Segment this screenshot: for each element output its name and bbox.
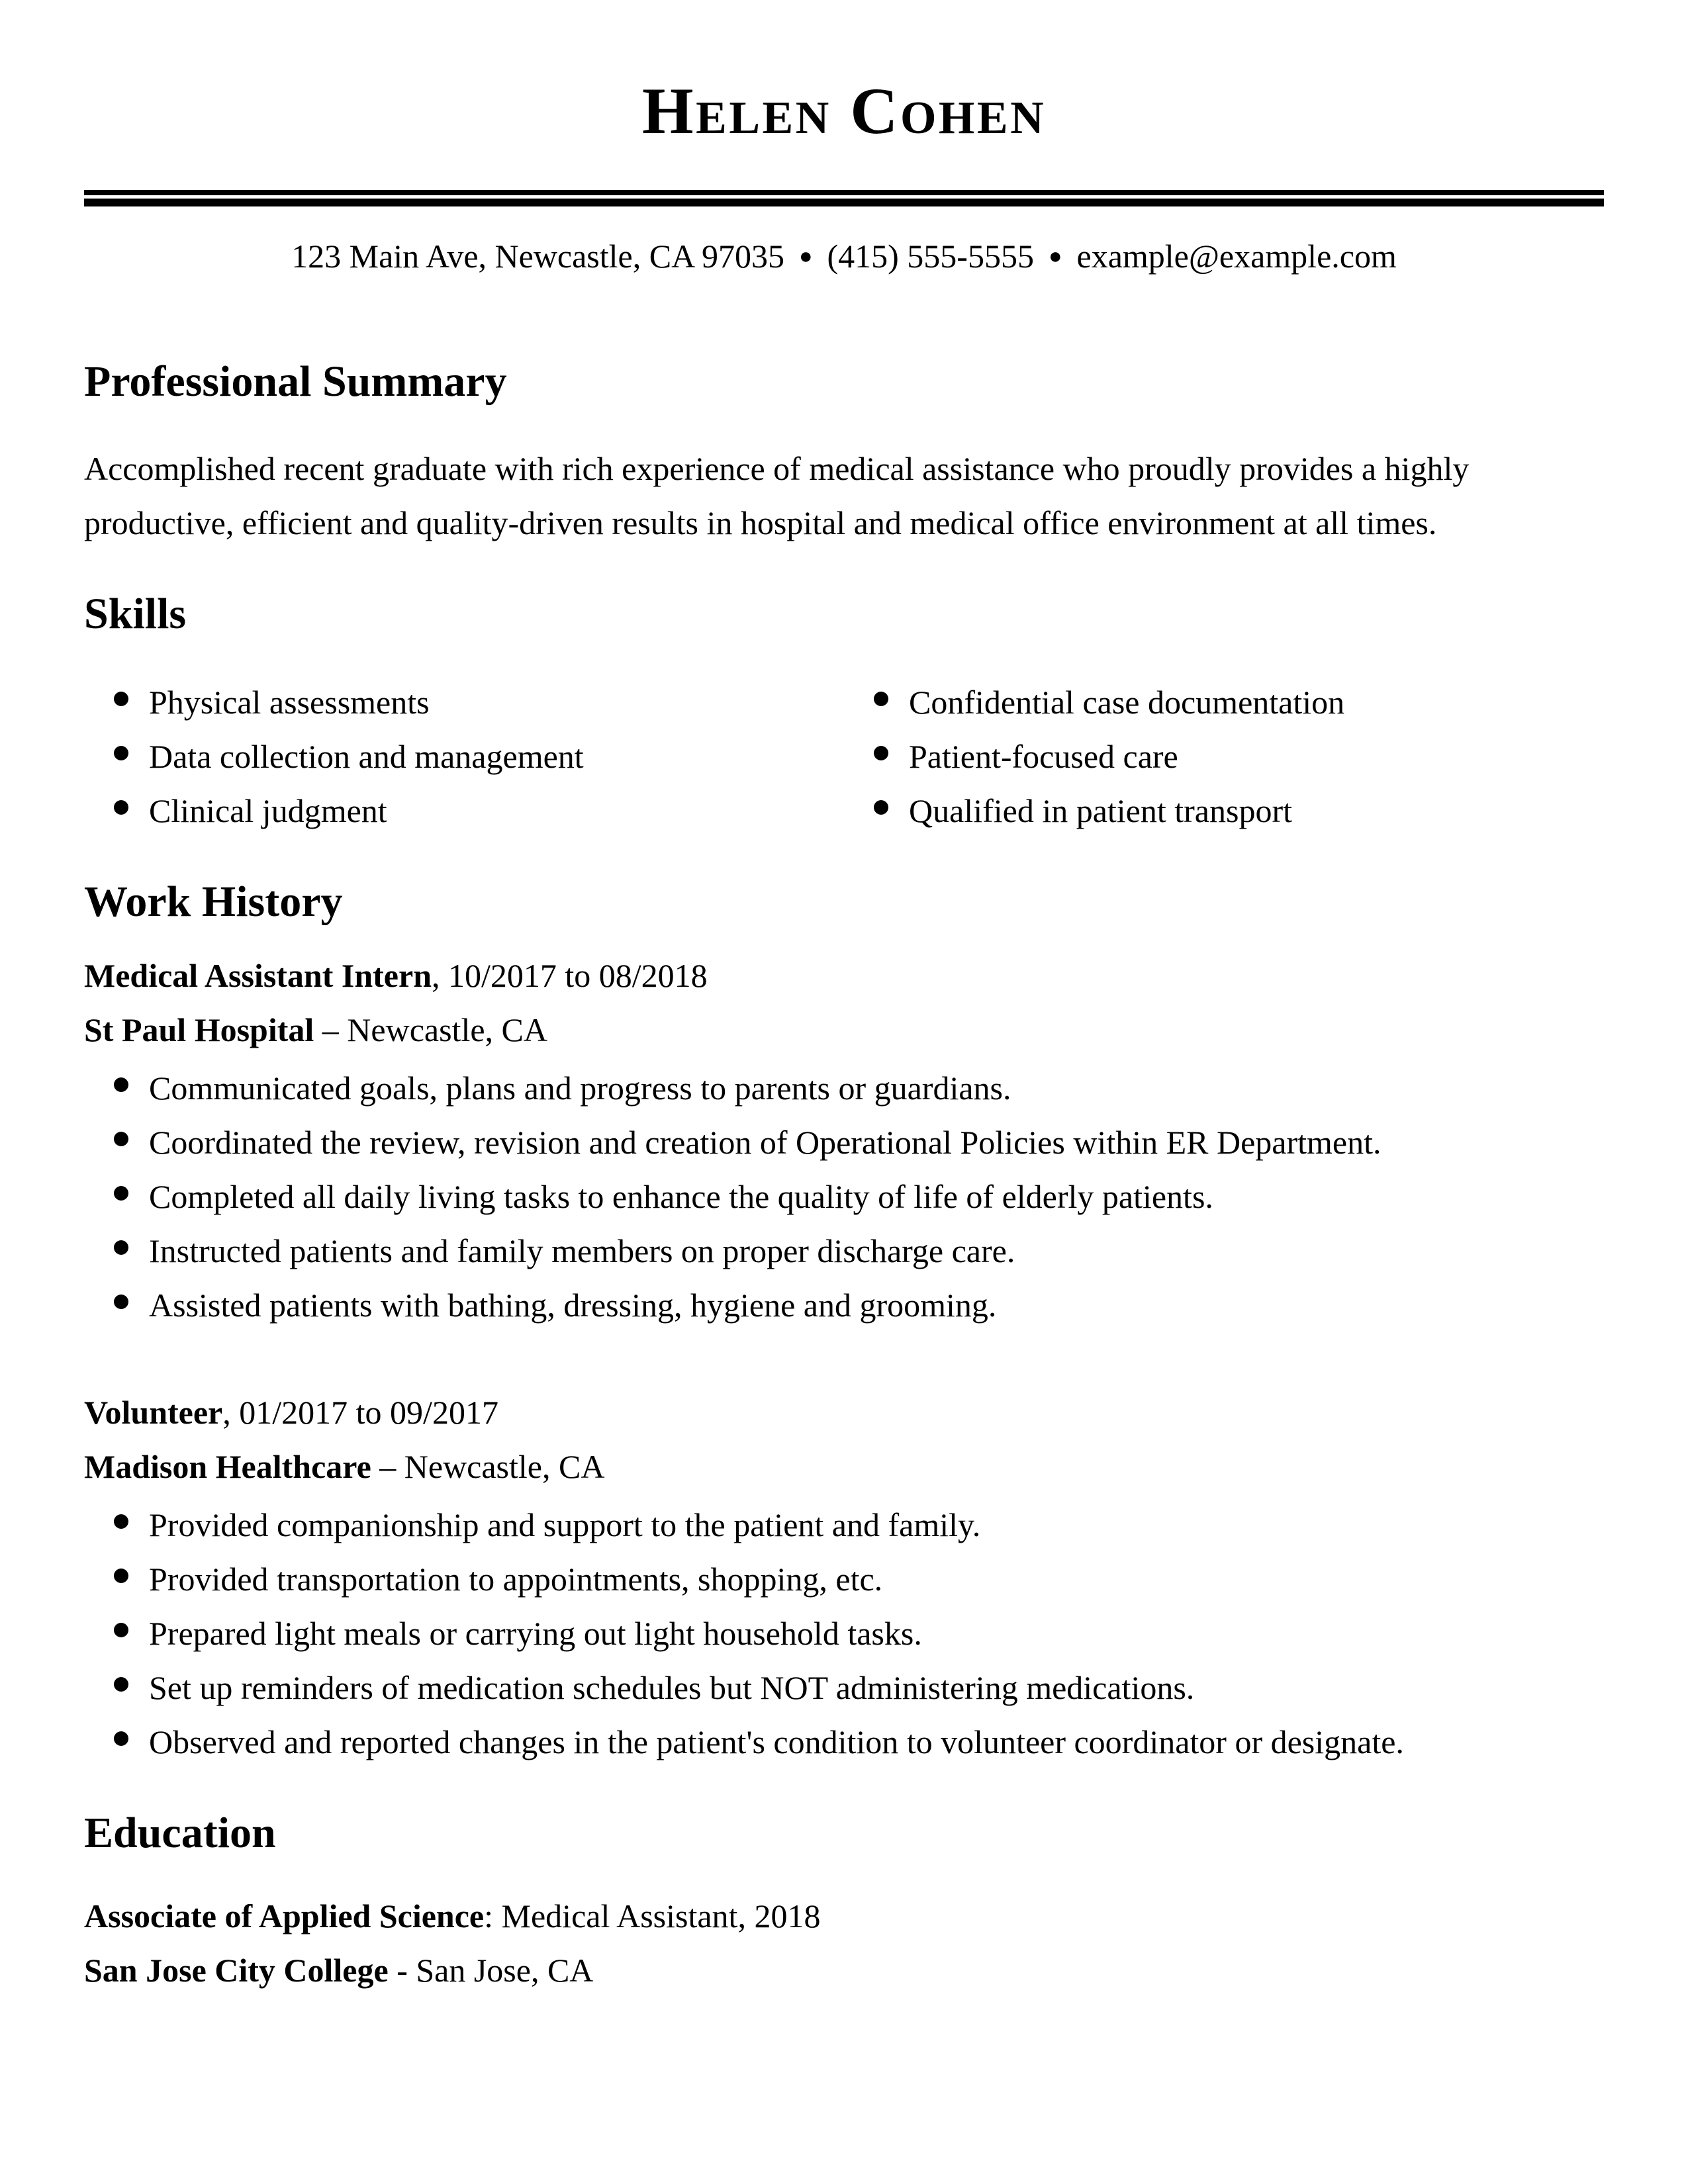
job-bullet — [114, 1498, 1604, 1552]
skill-item — [874, 675, 1604, 729]
education-school-line — [84, 1943, 1604, 1997]
skills-grid — [84, 675, 1604, 838]
education-degree-line — [84, 1889, 1604, 1943]
job-title-line — [84, 948, 1604, 1003]
job-bullet — [114, 1606, 1604, 1661]
skills-heading: Skills — [84, 590, 187, 638]
skills-column-right — [844, 675, 1604, 838]
job-bullet-text: Completed all daily living tasks to enhance the quality of life of elderly patients. — [149, 1178, 1213, 1215]
bullet-icon — [114, 1295, 128, 1309]
job-company-line — [84, 1439, 1604, 1494]
job-bullet-text: Provided companionship and support to the patient and family. — [149, 1506, 981, 1543]
skill-label: Clinical judgment — [149, 792, 387, 829]
job-title: Medical Assistant Intern — [84, 957, 432, 994]
job-bullet-text: Communicated goals, plans and progress to parents or guardians. — [149, 1069, 1011, 1107]
job-title: Volunteer — [84, 1394, 223, 1431]
job-bullet — [114, 1661, 1604, 1715]
divider-line-thin — [84, 190, 1604, 195]
job-location: – Newcastle, CA — [371, 1448, 605, 1485]
bullet-icon — [874, 800, 888, 815]
job-header — [84, 1385, 1604, 1494]
job-bullet — [114, 1169, 1604, 1224]
bullet-icon — [114, 1240, 128, 1255]
job-company: St Paul Hospital — [84, 1011, 314, 1048]
job-dates: , 01/2017 to 09/2017 — [222, 1394, 498, 1431]
job-bullet-text: Provided transportation to appointments, shopping, etc. — [149, 1561, 883, 1598]
job-bullet-list — [84, 1498, 1604, 1769]
skill-label: Confidential case documentation — [909, 684, 1345, 721]
section-education — [84, 1807, 1604, 1997]
bullet-icon — [874, 692, 888, 706]
bullet-icon — [114, 800, 128, 815]
job-bullet-text: Observed and reported changes in the patient's condition to volunteer coordinator or designate. — [149, 1723, 1404, 1760]
education-entry — [84, 1889, 1604, 1997]
skill-label: Physical assessments — [149, 684, 430, 721]
skills-column-left — [84, 675, 844, 838]
skill-item — [114, 675, 844, 729]
summary-heading: Professional Summary — [84, 357, 507, 406]
job-bullet-text: Instructed patients and family members on proper discharge care. — [149, 1232, 1015, 1269]
job-entry — [84, 948, 1604, 1332]
job-bullet — [114, 1278, 1604, 1332]
job-dates: , 10/2017 to 08/2018 — [432, 957, 708, 994]
job-header — [84, 948, 1604, 1057]
bullet-icon — [114, 1132, 128, 1146]
job-bullet — [114, 1115, 1604, 1169]
skill-item — [874, 784, 1604, 838]
skill-item — [114, 729, 844, 784]
person-name: Helen Cohen — [641, 74, 1047, 148]
education-degree-detail: : Medical Assistant, 2018 — [484, 1897, 821, 1934]
job-bullet — [114, 1552, 1604, 1606]
contact-email: example@example.com — [1076, 238, 1397, 275]
job-bullet — [114, 1061, 1604, 1115]
contact-address: 123 Main Ave, Newcastle, CA 97035 — [291, 238, 784, 275]
job-company: Madison Healthcare — [84, 1448, 371, 1485]
bullet-icon — [114, 692, 128, 706]
bullet-icon — [114, 1186, 128, 1201]
divider-line-thick — [84, 199, 1604, 206]
education-degree: Associate of Applied Science — [84, 1897, 485, 1934]
education-heading: Education — [84, 1809, 276, 1857]
bullet-icon — [114, 1731, 128, 1746]
skill-label: Patient-focused care — [909, 738, 1178, 775]
job-bullet-text: Set up reminders of medication schedules but NOT administering medications. — [149, 1669, 1195, 1706]
bullet-icon — [114, 1514, 128, 1529]
bullet-separator-icon: ● — [1048, 244, 1062, 269]
header-divider — [84, 190, 1604, 206]
bullet-icon — [114, 746, 128, 760]
summary-text: Accomplished recent graduate with rich experience of medical assistance who proudly provides a highly productive, efficient and quality-driven results in hospital and medical office environment at all times. — [84, 450, 1470, 541]
resume-header — [84, 74, 1604, 277]
job-bullet-text: Assisted patients with bathing, dressing, hygiene and grooming. — [149, 1287, 997, 1324]
education-school: San Jose City College — [84, 1952, 389, 1989]
skill-label: Data collection and management — [149, 738, 584, 775]
job-title-line — [84, 1385, 1604, 1439]
job-company-line — [84, 1003, 1604, 1057]
bullet-icon — [114, 1677, 128, 1692]
contact-line — [84, 236, 1604, 277]
job-bullet — [114, 1715, 1604, 1769]
section-professional-summary — [84, 355, 1604, 550]
bullet-icon — [874, 746, 888, 760]
contact-phone: (415) 555-5555 — [827, 238, 1034, 275]
bullet-icon — [114, 1569, 128, 1583]
job-bullet — [114, 1224, 1604, 1278]
skill-item — [114, 784, 844, 838]
work-history-heading: Work History — [84, 878, 343, 926]
bullet-separator-icon: ● — [798, 244, 813, 269]
bullet-icon — [114, 1077, 128, 1092]
skill-label: Qualified in patient transport — [909, 792, 1293, 829]
job-location: – Newcastle, CA — [314, 1011, 547, 1048]
job-bullet-text: Coordinated the review, revision and creation of Operational Policies within ER Department. — [149, 1124, 1382, 1161]
section-work-history — [84, 876, 1604, 1769]
job-bullet-text: Prepared light meals or carrying out light household tasks. — [149, 1615, 922, 1652]
skill-item — [874, 729, 1604, 784]
section-skills — [84, 588, 1604, 838]
job-entry — [84, 1385, 1604, 1769]
education-school-location: - San Jose, CA — [388, 1952, 594, 1989]
bullet-icon — [114, 1623, 128, 1637]
job-bullet-list — [84, 1061, 1604, 1332]
